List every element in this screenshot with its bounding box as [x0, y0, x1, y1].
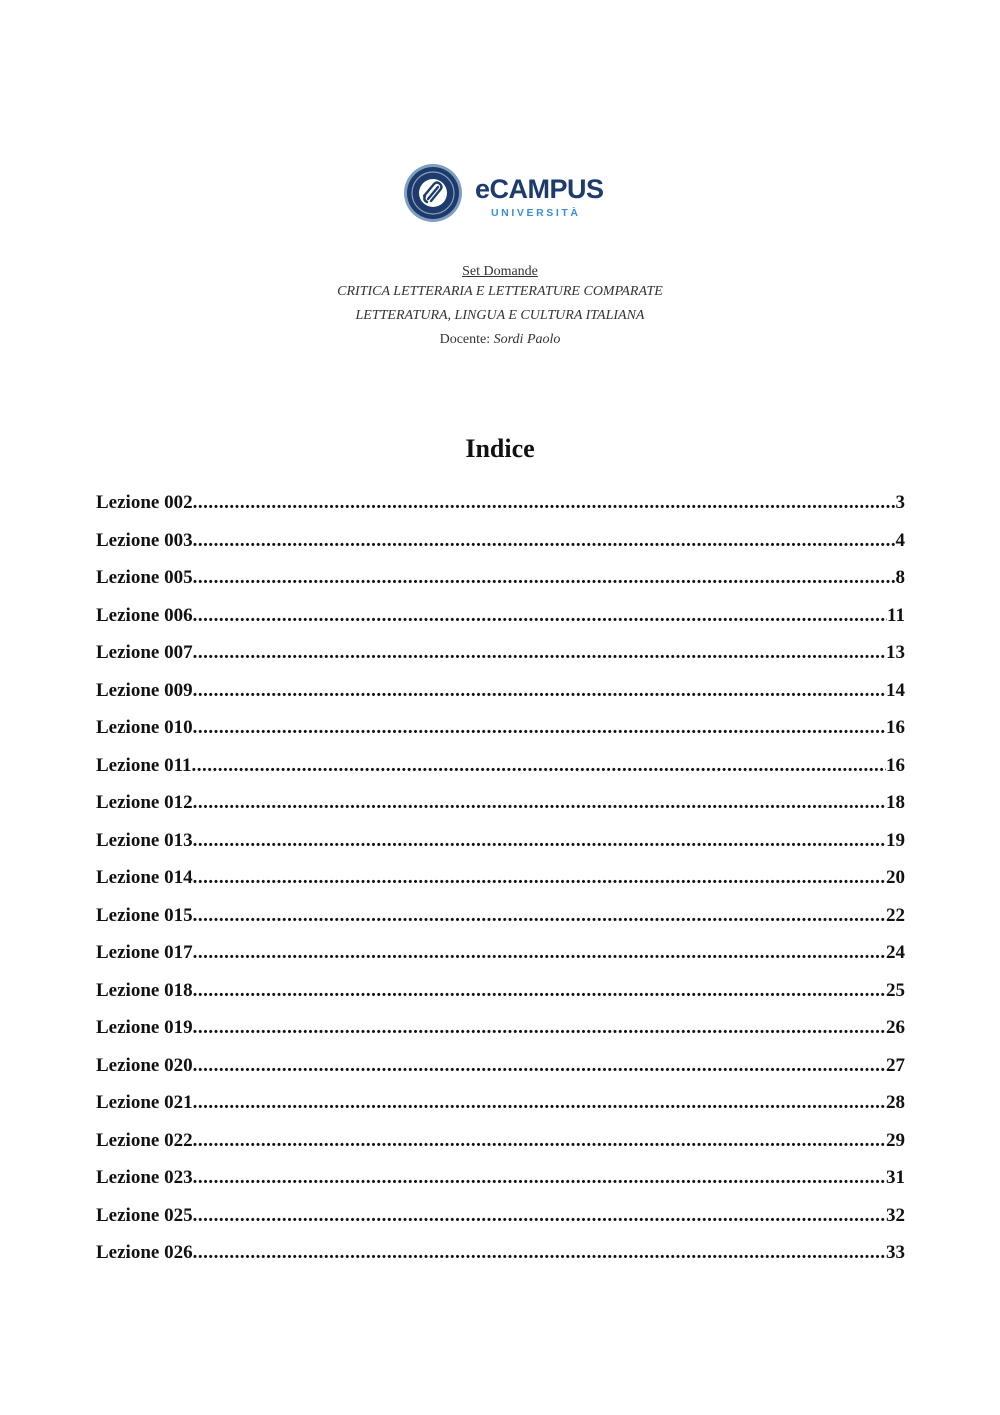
- toc-entry[interactable]: [96, 1130, 905, 1168]
- toc-entry-label: Lezione 011: [96, 754, 192, 776]
- toc-dot-leader: [193, 1205, 886, 1227]
- toc-entry[interactable]: [96, 1167, 905, 1205]
- toc-dot-leader: [193, 1055, 886, 1077]
- toc-entry-page: 19: [886, 829, 905, 851]
- toc-entry-label: Lezione 022: [96, 1129, 193, 1151]
- toc-entry[interactable]: [96, 1017, 905, 1055]
- toc-entry[interactable]: [96, 1205, 905, 1243]
- toc-dot-leader: [193, 530, 896, 552]
- toc-entry[interactable]: [96, 492, 905, 530]
- toc-entry-label: Lezione 013: [96, 829, 193, 851]
- toc-entry-label: Lezione 020: [96, 1054, 193, 1076]
- toc-dot-leader: [193, 792, 886, 814]
- toc-entry[interactable]: [96, 1242, 905, 1280]
- toc-dot-leader: [193, 867, 886, 889]
- toc-entry-label: Lezione 018: [96, 979, 193, 1001]
- toc-entry[interactable]: [96, 792, 905, 830]
- toc-entry-page: 18: [886, 792, 905, 813]
- toc-entry-label: Lezione 015: [96, 904, 193, 926]
- toc-dot-leader: [193, 717, 886, 739]
- ecampus-emblem-icon: [403, 163, 463, 223]
- toc-entry[interactable]: [96, 567, 905, 605]
- toc-entry-label: Lezione 006: [96, 604, 193, 626]
- table-of-contents: [96, 492, 905, 1280]
- toc-entry-page: 29: [886, 1129, 905, 1151]
- program-title: LETTERATURA, LINGUA E CULTURA ITALIANA: [355, 308, 645, 323]
- toc-dot-leader: [193, 905, 886, 927]
- toc-entry-label: Lezione 023: [96, 1167, 193, 1188]
- docente-label: Docente:: [439, 332, 491, 347]
- toc-entry[interactable]: [96, 717, 905, 755]
- toc-entry-label: Lezione 017: [96, 942, 193, 963]
- logo-wordmark: eCAMPUS: [475, 174, 604, 204]
- toc-entry-label: Lezione 021: [96, 1092, 193, 1113]
- toc-entry-page: 16: [886, 717, 905, 738]
- toc-entry[interactable]: [96, 942, 905, 980]
- toc-entry[interactable]: [96, 1055, 905, 1093]
- toc-entry-page: 24: [886, 942, 905, 963]
- toc-entry-page: 13: [886, 642, 905, 663]
- toc-entry-label: Lezione 003: [96, 529, 193, 551]
- toc-entry[interactable]: [96, 605, 905, 643]
- docente-name: Sordi Paolo: [493, 332, 561, 347]
- course-title: CRITICA LETTERARIA E LETTERATURE COMPARATE: [337, 284, 663, 299]
- toc-entry-label: Lezione 010: [96, 717, 193, 738]
- toc-entry[interactable]: [96, 905, 905, 943]
- toc-dot-leader: [193, 680, 886, 702]
- toc-entry-page: 11: [887, 604, 905, 626]
- toc-entry-label: Lezione 002: [96, 492, 193, 513]
- toc-entry-label: Lezione 025: [96, 1204, 193, 1226]
- toc-entry-page: 28: [886, 1092, 905, 1113]
- toc-entry-page: 31: [886, 1167, 905, 1188]
- toc-entry-label: Lezione 014: [96, 867, 193, 888]
- toc-dot-leader: [192, 755, 886, 777]
- ecampus-logo: [403, 163, 613, 225]
- toc-dot-leader: [193, 1130, 886, 1152]
- toc-dot-leader: [193, 942, 886, 964]
- toc-entry-page: 14: [886, 679, 905, 701]
- toc-entry[interactable]: [96, 867, 905, 905]
- toc-entry-label: Lezione 009: [96, 679, 193, 701]
- toc-entry-page: 20: [886, 867, 905, 888]
- toc-entry[interactable]: [96, 1092, 905, 1130]
- toc-dot-leader: [193, 605, 887, 627]
- toc-entry-page: 16: [886, 754, 905, 776]
- set-title: Set Domande: [462, 264, 538, 279]
- toc-entry-page: 32: [886, 1204, 905, 1226]
- toc-dot-leader: [193, 642, 886, 664]
- toc-entry[interactable]: [96, 980, 905, 1018]
- toc-entry[interactable]: [96, 530, 905, 568]
- toc-entry-label: Lezione 012: [96, 792, 193, 813]
- toc-entry-label: Lezione 019: [96, 1017, 193, 1038]
- toc-entry-page: 25: [886, 979, 905, 1001]
- toc-entry-label: Lezione 007: [96, 642, 193, 663]
- toc-dot-leader: [193, 1167, 886, 1189]
- toc-entry[interactable]: [96, 830, 905, 868]
- toc-entry-page: 26: [886, 1017, 905, 1038]
- document-header: [0, 264, 1000, 352]
- toc-dot-leader: [193, 1092, 886, 1114]
- toc-entry[interactable]: [96, 755, 905, 793]
- toc-entry-page: 27: [886, 1054, 905, 1076]
- toc-entry[interactable]: [96, 680, 905, 718]
- toc-entry-label: Lezione 005: [96, 567, 193, 588]
- toc-entry[interactable]: [96, 642, 905, 680]
- toc-heading: Indice: [465, 434, 535, 463]
- toc-entry-page: 33: [886, 1242, 905, 1263]
- toc-dot-leader: [193, 492, 896, 514]
- toc-entry-page: 8: [895, 567, 905, 588]
- toc-entry-label: Lezione 026: [96, 1242, 193, 1263]
- toc-dot-leader: [193, 1242, 886, 1264]
- toc-dot-leader: [193, 567, 896, 589]
- toc-entry-page: 4: [895, 529, 905, 551]
- toc-dot-leader: [193, 1017, 886, 1039]
- toc-dot-leader: [193, 830, 886, 852]
- toc-entry-page: 22: [886, 904, 905, 926]
- docente-line: [0, 328, 1000, 352]
- logo-subtitle: UNIVERSITÀ: [491, 207, 581, 219]
- toc-entry-page: 3: [895, 492, 905, 513]
- toc-dot-leader: [193, 980, 886, 1002]
